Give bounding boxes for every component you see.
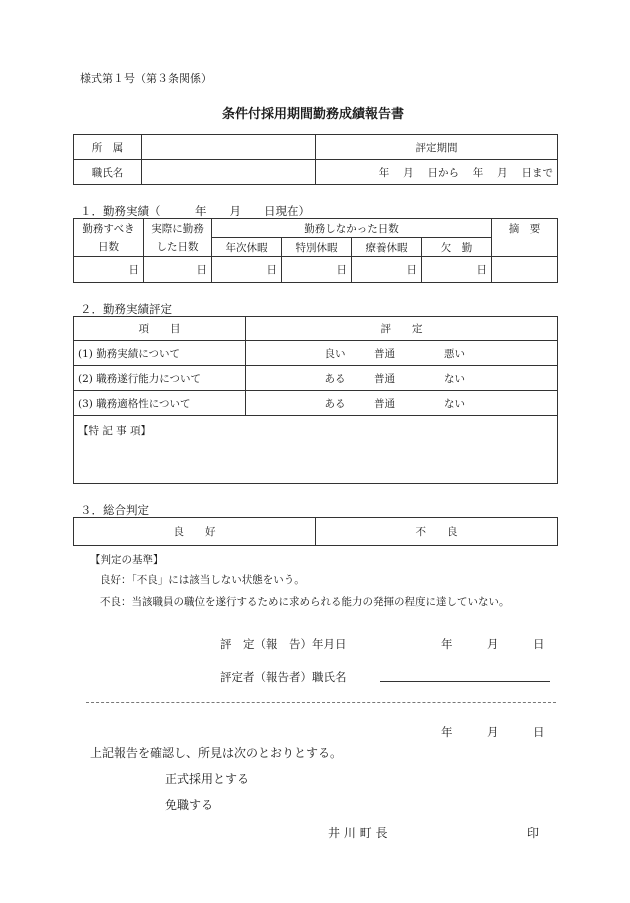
eval-item: (2) 職務遂行能力について: [74, 366, 246, 391]
col-actual-2: した日数: [144, 238, 212, 257]
eval-option[interactable]: ない: [420, 391, 490, 416]
eval-option[interactable]: 普通: [350, 366, 420, 391]
special-notes-label: 【特 記 事 項】: [78, 425, 152, 437]
overall-judgment-table: [73, 517, 558, 546]
criteria-bad: 不良：当該職員の職位を遂行するために求められる能力の発揮の程度に達していない。: [100, 596, 510, 608]
evaluation-table: [73, 316, 558, 484]
eval-date-label: 評 定（報 告）年月日: [220, 637, 347, 651]
col-annual-leave: 年次休暇: [212, 238, 282, 257]
sick-leave-field[interactable]: 日: [352, 257, 422, 283]
required-days-field[interactable]: 日: [74, 257, 144, 283]
eval-option[interactable]: 普通: [350, 341, 420, 366]
annual-leave-field[interactable]: 日: [212, 257, 282, 283]
col-item: 項 目: [74, 317, 246, 341]
mayor-title: 井 川 町 長: [328, 826, 388, 840]
col-required-1: 勤務すべき: [74, 219, 144, 238]
judgment-bad[interactable]: 不 良: [316, 518, 558, 546]
section1-heading: １．勤務実績（ 年 月 日現在）: [80, 204, 310, 218]
absence-field[interactable]: 日: [422, 257, 492, 283]
eval-option[interactable]: ある: [246, 366, 350, 391]
col-actual-1: 実際に勤務: [144, 219, 212, 238]
form-reference: 様式第１号（第３条関係）: [80, 72, 212, 85]
seal-mark: 印: [527, 826, 540, 840]
col-required-2: 日数: [74, 238, 144, 257]
eval-item: (1) 勤務実績について: [74, 341, 246, 366]
col-remarks: 摘 要: [492, 219, 558, 238]
criteria-good: 良好：「不良」には該当しない状態をいう。: [100, 574, 305, 586]
option-formal-hire[interactable]: 正式採用とする: [165, 772, 250, 786]
attendance-table: [73, 218, 558, 283]
evaluator-signature-line[interactable]: [380, 681, 550, 682]
confirm-text: 上記報告を確認し、所見は次のとおりとする。: [90, 746, 343, 760]
eval-option[interactable]: 普通: [350, 391, 420, 416]
header-table: [73, 134, 558, 185]
option-dismiss[interactable]: 免職する: [165, 798, 214, 812]
eval-option[interactable]: 悪い: [420, 341, 490, 366]
dept-field[interactable]: [142, 135, 316, 160]
section2-heading: ２．勤務実績評定: [80, 302, 172, 316]
evaluator-label: 評定者（報告者）職氏名: [220, 670, 347, 684]
eval-option[interactable]: ある: [246, 391, 350, 416]
eval-date-value[interactable]: 年 月 日: [441, 637, 545, 651]
judgment-good[interactable]: 良 好: [74, 518, 316, 546]
dept-label: 所 属: [74, 135, 142, 160]
col-eval: 評 定: [246, 317, 558, 341]
section3-heading: ３．総合判定: [80, 503, 149, 517]
col-sick-leave: 療養休暇: [352, 238, 422, 257]
criteria-title: 【判定の基準】: [90, 554, 164, 566]
special-leave-field[interactable]: 日: [282, 257, 352, 283]
page-title: 条件付採用期間勤務成績報告書: [222, 107, 405, 122]
eval-option[interactable]: 良い: [246, 341, 350, 366]
special-notes-field[interactable]: [74, 416, 558, 484]
name-field[interactable]: [142, 160, 316, 185]
eval-item: (3) 職務適格性について: [74, 391, 246, 416]
col-special-leave: 特別休暇: [282, 238, 352, 257]
eval-option[interactable]: ない: [420, 366, 490, 391]
remarks-field[interactable]: [492, 257, 558, 283]
actual-days-field[interactable]: 日: [144, 257, 212, 283]
col-absent-days: 勤務しなかった日数: [212, 219, 492, 238]
name-label: 職氏名: [74, 160, 142, 185]
col-absence: 欠 勤: [422, 238, 492, 257]
divider: [86, 702, 556, 703]
period-value: 年 月 日から 年 月 日まで: [316, 160, 558, 185]
confirm-date[interactable]: 年 月 日: [441, 725, 545, 739]
period-label: 評定期間: [316, 135, 558, 160]
